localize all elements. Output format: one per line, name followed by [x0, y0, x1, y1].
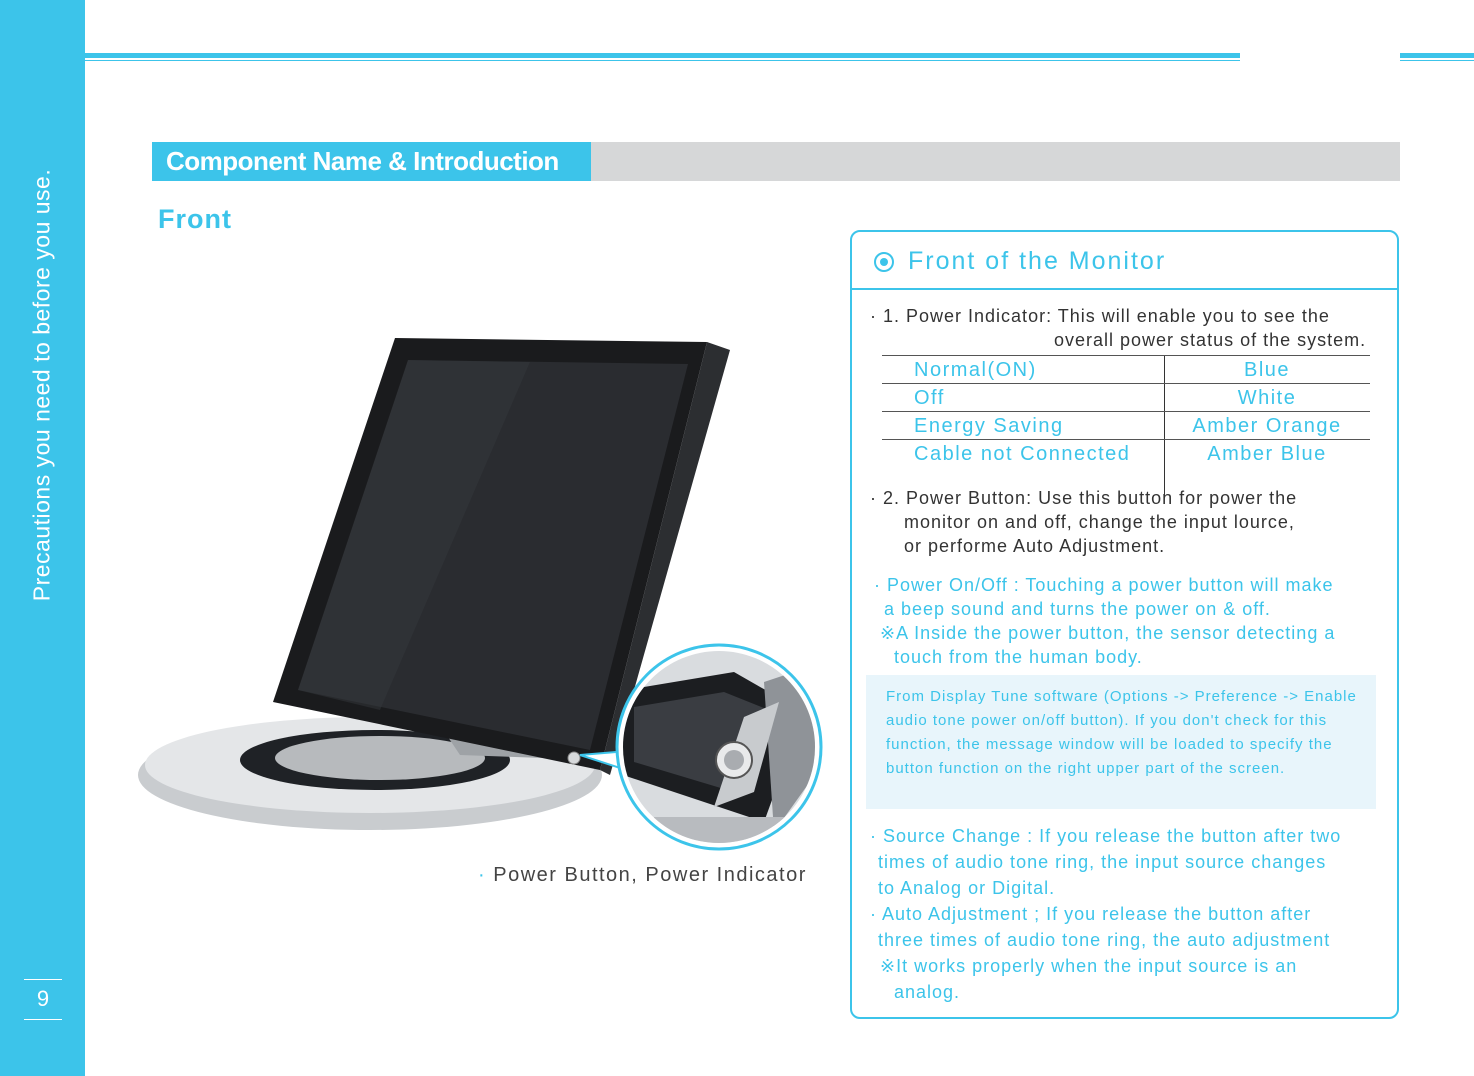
header-rule-right-thin	[1400, 60, 1474, 61]
power-onoff-line1: · Power On/Off : Touching a power button will make	[874, 575, 1334, 595]
section-title: Component Name & Introduction	[152, 142, 591, 181]
header-rule-left	[85, 53, 1240, 58]
power-button-dot	[568, 752, 580, 764]
power-button-zoom	[614, 642, 824, 852]
status-color: Blue	[1243, 359, 1291, 381]
status-state: Energy Saving	[914, 415, 1064, 437]
power-indicator-text: This will enable you to see the	[1057, 306, 1330, 326]
status-color: Amber Orange	[1192, 415, 1342, 437]
page-number-top-rule	[24, 979, 62, 980]
status-state: Off	[914, 387, 945, 409]
target-icon	[874, 252, 894, 272]
source-change-line3: to Analog or Digital.	[878, 878, 1056, 898]
caption-bullet: ·	[478, 864, 487, 886]
sidebar	[0, 0, 85, 1076]
front-heading: Front	[158, 204, 232, 234]
status-row	[882, 412, 1370, 440]
figure-caption	[478, 864, 807, 887]
status-row	[882, 384, 1370, 412]
status-state: Cable not Connected	[914, 443, 1131, 465]
auto-adjustment-line4: analog.	[894, 982, 961, 1002]
display-tune-note-box	[866, 675, 1376, 809]
panel-header	[852, 232, 1397, 290]
status-row	[882, 355, 1370, 384]
front-of-monitor-panel	[850, 230, 1399, 1019]
header-rule-right	[1400, 53, 1474, 58]
auto-adjustment-line1: · Auto Adjustment ; If you release the button after	[870, 904, 1312, 924]
header-rule-left-thin	[85, 60, 1240, 61]
power-status-table	[882, 355, 1370, 467]
panel-title: Front of the Monitor	[908, 247, 1167, 275]
display-tune-note: From Display Tune software (Options -> Preference -> Enable audio tone power on/off button). If you don't check for this function, the message window will be loaded to specify the button function on the right upper part of the screen.	[886, 688, 1357, 777]
page-number-bottom-rule	[24, 1019, 62, 1020]
status-row	[882, 440, 1370, 467]
source-change-line1: · Source Change : If you release the button after two	[870, 826, 1342, 846]
status-color: Amber Blue	[1207, 443, 1327, 465]
page-number: 9	[36, 986, 50, 1011]
source-change-line2: times of audio tone ring, the input source changes	[878, 852, 1327, 872]
power-onoff-line2: a beep sound and turns the power on & off.	[884, 599, 1271, 619]
auto-adjustment-line2: three times of audio tone ring, the auto adjustment	[878, 930, 1331, 950]
power-indicator-label: · 1. Power Indicator:	[870, 306, 1058, 326]
status-state: Normal(ON)	[914, 359, 1037, 381]
power-button-line2: monitor on and off, change the input lource,	[904, 512, 1295, 532]
power-onoff-line4: touch from the human body.	[894, 647, 1143, 667]
power-button-line1: · 2. Power Button: Use this button for power the	[870, 488, 1298, 508]
power-indicator-line2: overall power status of the system.	[1054, 330, 1367, 350]
power-onoff-line3: ※A Inside the power button, the sensor detecting a	[880, 623, 1336, 643]
power-button-line3: or performe Auto Adjustment.	[904, 536, 1166, 556]
status-color: White	[1237, 387, 1297, 409]
sidebar-vertical-title: Precautions you need to before you use.	[28, 168, 55, 602]
power-indicator-line1	[870, 306, 1330, 327]
figure-caption-text: Power Button, Power Indicator	[493, 864, 807, 886]
auto-adjustment-line3: ※It works properly when the input source is an	[880, 956, 1298, 976]
